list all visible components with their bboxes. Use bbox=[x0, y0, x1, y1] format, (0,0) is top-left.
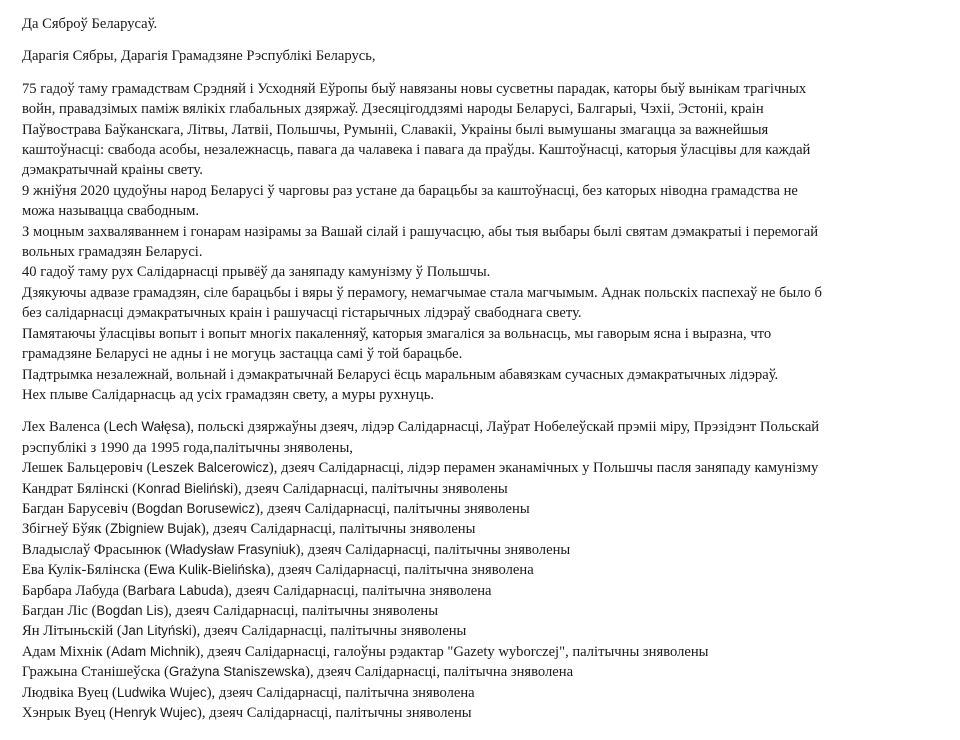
latin-name: Barbara Labuda bbox=[127, 582, 224, 598]
body-line: 40 гадоў таму рух Салідарнасці прывёў да заняпаду камунізму ў Польшчы. bbox=[22, 264, 491, 281]
signatory-line: Людвіка Вуец (Ludwika Wujec), дзеяч Салідарнасці, палітычна зняволена bbox=[22, 684, 475, 701]
signatory-line: Кандрат Бялінскі (Konrad Bieliński), дзеяч Салідарнасці, палітычны зняволены bbox=[22, 480, 508, 497]
body-line: грамадзяне Беларусі не адны і не могуць застацца самі ў той барацьбе. bbox=[22, 346, 463, 363]
body-line: Паўвострава Баўканскага, Літвы, Латвіі, Польшчы, Румыніі, Славакіі, Украіны былі вымушаны змагацца за важнейшыя bbox=[22, 121, 769, 138]
latin-name: Bogdan Lis bbox=[96, 602, 164, 618]
signatory-line: Лех Валенса (Lech Wałęsa), польскі дзяржаўны дзеяч, лідэр Салідарнасці, Лаўрат Нобелеўскай прэміі міру, Прэзідэнт Польскай bbox=[22, 419, 820, 436]
signatory-line: Ева Кулік-Бялінска (Ewa Kulik-Bielińska), дзеяч Салідарнасці, палітычна зняволена bbox=[22, 562, 534, 579]
signatory-line: Хэнрык Вуец (Henryk Wujec), дзеяч Салідарнасці, палітычны зняволены bbox=[22, 705, 472, 721]
signatory-line: Гражына Станішеўска (Grażyna Staniszewska), дзеяч Салідарнасці, палітычна зняволена bbox=[22, 664, 574, 681]
latin-name: Leszek Balcerowicz bbox=[151, 460, 269, 476]
body-line: Нех плыве Салідарнасць ад усіх грамадзян свету, а муры рухнуць. bbox=[22, 386, 434, 403]
latin-name: Bogdan Borusewicz bbox=[136, 500, 256, 516]
signatory-line: Барбара Лабуда (Barbara Labuda), дзеяч Салідарнасці, палітычна зняволена bbox=[22, 582, 492, 599]
latin-name: Zbigniew Bujak bbox=[110, 521, 201, 537]
latin-name: Jan Lityński bbox=[121, 623, 192, 639]
salutation: Дарагія Сябры, Дарагія Грамадзяне Рэспублікі Беларусь, bbox=[22, 48, 376, 65]
body-line: каштоўнасці: свабода асобы, незалежнасць, павага да чалавека і павага да праўды. Каштоўнасці, каторыя ўласцівы для каждай bbox=[22, 142, 811, 159]
signatories-list bbox=[22, 417, 947, 723]
latin-name: Adam Michnik bbox=[111, 643, 196, 659]
signatory-line: Лешек Бальцеровіч (Leszek Balcerowicz), дзеяч Салідарнасці, лідэр перамен эканамічных у Польшчы пасля заняпаду камунізму bbox=[22, 460, 819, 477]
body-line: можа называцца свабодным. bbox=[22, 203, 200, 220]
body-line: Падтрымка незалежнай, вольнай і дэмакратычнай Беларусі ёсць маральным абавязкам сучасных дэмакратычных лідэраў. bbox=[22, 366, 779, 383]
latin-name: Ludwika Wujec bbox=[116, 684, 207, 700]
letter-document bbox=[22, 14, 947, 723]
body-line: вольных грамадзян Беларусі. bbox=[22, 244, 203, 261]
signatory-line: Адам Міхнік (Adam Michnik), дзеяч Салідарнасці, галоўны рэдактар "Gazety wyborczej", палітычны зняволены bbox=[22, 643, 709, 660]
latin-name: Konrad Bieliński bbox=[137, 480, 234, 496]
body-line: войн, правадзімых паміж вялікіх глабальных дзяржаў. Дзесяцігоддзямі народы Беларусі, Балгарыі, Чэхіі, Эстоніі, краін bbox=[22, 101, 764, 118]
body-line: 9 жніўня 2020 цудоўны народ Беларусі ў чарговы раз устане да барацьбы за каштоўнасці, без каторых ніводна грамадства не bbox=[22, 182, 798, 199]
signatory-line: Багдан Ліс (Bogdan Lis), дзеяч Салідарнасці, палітычны зняволены bbox=[22, 602, 439, 619]
signatory-line: Збігнеў Бўяк (Zbigniew Bujak), дзеяч Салідарнасці, палітычны зняволены bbox=[22, 521, 476, 538]
body-line: дэмакратычнай краіны свету. bbox=[22, 162, 203, 179]
body-line: без салідарнасці дэмакратычных краін і рашучасці гістарычных лідэраў свабоднага свету. bbox=[22, 305, 582, 322]
body-line: Памятаючы ўласцівы вопыт і вопыт многіх пакаленняў, каторыя змагаліся за вольнасць, мы гаворым ясна і выразна, что bbox=[22, 325, 772, 342]
body-line: З моцным захваляваннем і гонарам назірамы за Вашай сілай і рашучасцю, абы тыя выбары былі святам дэмакратыі і перемогай bbox=[22, 223, 819, 240]
signatory-line: рэспублікі з 1990 да 1995 года,палітычны зняволены, bbox=[22, 439, 353, 456]
signatory-line: Владыслаў Фрасынюк (Władysław Frasyniuk), дзеяч Салідарнасці, палітычны зняволены bbox=[22, 541, 571, 558]
greeting: Да Сяброў Беларусаў. bbox=[22, 16, 158, 32]
latin-name: Grażyna Staniszewska bbox=[168, 664, 306, 680]
signatory-line: Ян Літыньскій (Jan Lityński), дзеяч Салідарнасці, палітычны зняволены bbox=[22, 623, 467, 640]
latin-name: Ewa Kulik-Bielińska bbox=[148, 562, 266, 578]
body-line: 75 гадоў таму грамадствам Срэдняй і Усходняй Еўропы быў навязаны новы сусветны парадак, каторы быў вынікам трагічных bbox=[22, 80, 807, 97]
letter-body bbox=[22, 79, 947, 406]
latin-name: Lech Wałęsa bbox=[108, 419, 186, 435]
latin-name: Władysław Frasyniuk bbox=[169, 541, 296, 557]
body-line: Дзякуючы адвазе грамадзян, сіле барацьбы і вяры ў перамогу, немагчымае стала магчымым. Аднак польскіх паспехаў не было б bbox=[22, 284, 822, 301]
latin-name: Henryk Wujec bbox=[113, 705, 198, 720]
signatory-line: Багдан Барусевіч (Bogdan Borusewicz), дзеяч Салідарнасці, палітычны зняволены bbox=[22, 500, 530, 517]
